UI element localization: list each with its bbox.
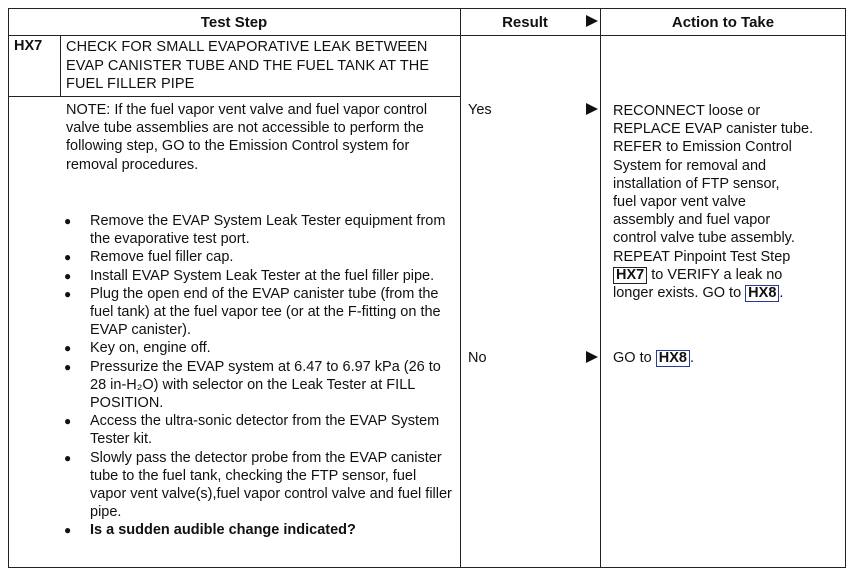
step-ref-hx8-link[interactable]: HX8 xyxy=(656,350,690,367)
procedure-item: ● Key on, engine off. xyxy=(60,339,455,357)
action-yes-end: . xyxy=(779,285,784,302)
action-yes xyxy=(613,102,845,302)
action-yes-line: RECONNECT loose or xyxy=(613,103,761,119)
action-yes-line: installation of FTP sensor, xyxy=(613,175,780,192)
action-no-prefix: GO to xyxy=(613,350,656,366)
procedure-item: ● Pressurize the EVAP system at 6.47 to 6.97 kPa (26 to 28 in-H₂O) with selector on the Leak Tester at FILL POSITION. xyxy=(60,358,455,413)
action-yes-line: control valve tube assembly. xyxy=(613,230,795,247)
result-column-divider xyxy=(460,8,461,568)
action-yes-line-ref xyxy=(613,266,845,284)
action-column-divider xyxy=(600,8,601,568)
procedure-question: ● Is a sudden audible change indicated? xyxy=(60,521,455,539)
action-yes-line: fuel vapor vent valve xyxy=(613,194,746,211)
action-yes-line: REPLACE EVAP canister tube. xyxy=(613,121,814,138)
action-yes-line: System for removal and xyxy=(613,157,767,174)
action-yes-line: REFER to Emission Control xyxy=(613,139,792,156)
header-action: Action to Take xyxy=(671,13,775,31)
action-yes-line: REPEAT Pinpoint Test Step xyxy=(613,248,791,265)
step-ref-hx7-link[interactable]: HX7 xyxy=(613,267,647,284)
header-divider xyxy=(8,35,846,36)
procedure-item: ● Remove the EVAP System Leak Tester equipment from the evaporative test port. xyxy=(60,212,455,248)
action-yes-mid-text: to VERIFY a leak no xyxy=(647,266,783,283)
procedure-item: ● Slowly pass the detector probe from the EVAP canister tube to the fuel tank, checking the FTP sensor, fuel vapor vent valve(s),fuel vapor control valve and fuel filler pipe. xyxy=(60,449,455,522)
header-arrow-icon xyxy=(586,15,598,27)
procedure-item: ● Plug the open end of the EVAP canister tube (from the fuel tank) at the fuel vapor tee (or at the F-fitting on the EVAP canister). xyxy=(60,285,455,340)
action-yes-line-tail xyxy=(613,284,845,302)
result-yes: Yes xyxy=(468,102,492,118)
step-note: NOTE: If the fuel vapor vent valve and fuel vapor control valve tube assemblies are not accessible to perform the following step, GO to the Emission Control system for removal procedures. xyxy=(66,102,428,173)
procedure-item: ● Install EVAP System Leak Tester at the fuel filler pipe. xyxy=(60,267,455,285)
title-divider xyxy=(8,96,460,97)
action-yes-line: assembly and fuel vapor xyxy=(613,212,771,229)
id-column-divider xyxy=(60,36,61,96)
result-no-arrow-icon xyxy=(586,351,598,363)
procedure-list xyxy=(60,212,455,540)
step-title: CHECK FOR SMALL EVAPORATIVE LEAK BETWEEN EVAP CANISTER TUBE AND THE FUEL TANK AT THE FUEL FILLER PIPE xyxy=(66,39,430,92)
step-id: HX7 xyxy=(14,38,43,54)
step-ref-hx8-link[interactable]: HX8 xyxy=(745,285,779,302)
result-yes-arrow-icon xyxy=(586,103,598,115)
header-result: Result xyxy=(502,13,548,31)
action-yes-tail-text: longer exists. GO to xyxy=(613,285,746,302)
action-no xyxy=(613,349,845,367)
action-no-end: . xyxy=(689,350,694,366)
procedure-item: ● Access the ultra-sonic detector from the EVAP System Tester kit. xyxy=(60,412,455,448)
result-no: No xyxy=(468,350,487,366)
procedure-item: ● Remove fuel filler cap. xyxy=(60,248,455,266)
header-test-step: Test Step xyxy=(200,13,268,31)
